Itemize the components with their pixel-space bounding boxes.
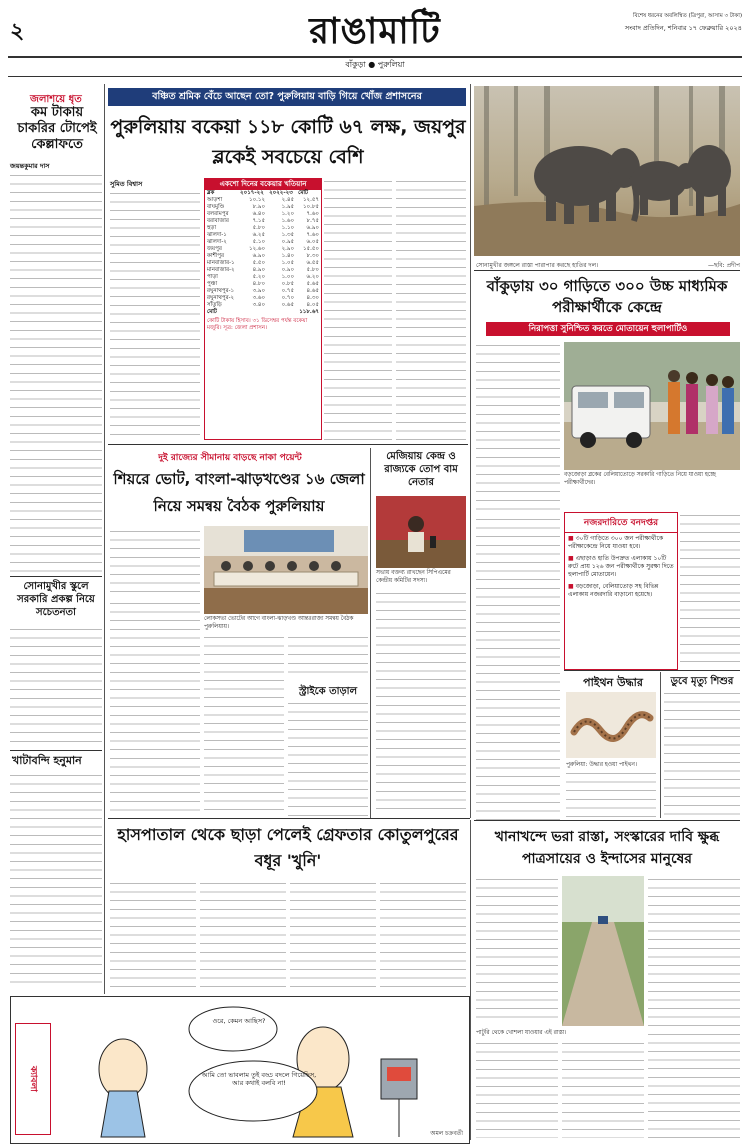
- dues-table-cell: আড়শা: [207, 197, 223, 203]
- exam-subhead: নিরাপত্তা সুনিশ্চিত করতে মোতায়েন হুলাপার্টিও: [486, 322, 730, 336]
- dues-table-cell: ০.৭৫: [281, 288, 295, 294]
- dues-table-row: [205, 309, 321, 316]
- dues-table-title: একশো দিনের বকেয়ার খতিয়ান: [205, 179, 321, 190]
- exam-body-col2: [680, 512, 740, 668]
- border-headline: শিয়রে ভোট, বাংলা-ঝাড়খণ্ডের ১৬ জেলা নিয়ে সমন্বয় বৈঠক পুরুলিয়ায়: [113, 470, 365, 515]
- dues-table-cell: ২.৯০: [281, 246, 295, 252]
- border-body-col4: [288, 634, 368, 678]
- lead-body-col3: [396, 178, 466, 440]
- dues-table-cell: ৬.০৫: [306, 239, 319, 245]
- left-headline-3: খাটাবন্দি হনুমান: [12, 754, 82, 767]
- exam-headline: বাঁকুড়ায় ৩০ গাড়িতে ৩০০ উচ্চ মাধ্যমিক পরীক্ষার্থীকে কেন্দ্রে: [486, 277, 728, 316]
- mejia-photo: [376, 496, 466, 568]
- dues-table-cell: পাড়া: [207, 274, 218, 280]
- border-body-col2: [110, 600, 200, 816]
- dues-table-cell: ৫.৫০: [252, 260, 266, 266]
- dues-table-cell: ১.০০: [281, 274, 295, 280]
- hospital-headline: হাসপাতাল থেকে ছাড়া পেলেই গ্রেফতার কোতুলপুরের বধূর 'খুনি': [117, 825, 459, 870]
- dues-table-cell: ১.৪০: [281, 253, 295, 259]
- dues-table-row: [205, 218, 321, 225]
- dues-table-cell: ৮.৯০: [252, 204, 266, 210]
- dues-table-row: [205, 274, 321, 281]
- dues-table-cell: ৩.৯০: [252, 288, 266, 294]
- dues-table-row: [205, 211, 321, 218]
- road-body-col4: [562, 1040, 644, 1138]
- watch-bullet-1: ■ ৩০টি গাড়িতে ৩০০ জন পরীক্ষার্থীকে পরীক্ষাকেন্দ্রে নিয়ে যাওয়া হবে।: [568, 535, 664, 550]
- mejia-photo-image: [376, 496, 466, 568]
- python-caption: পুরুলিয়া: উদ্ধার হওয়া পাইথন।: [566, 762, 637, 768]
- left-headline-1: কম টাকায় চাকরির টোপেই কেল্লাফতে: [17, 105, 97, 152]
- hospital-body-col2: [200, 880, 286, 990]
- dues-table-cell: ০.৬৫: [281, 302, 295, 308]
- road-caption: পাটুরি থেকে খোশলা যাওয়ার এই রাস্তা।: [476, 1030, 567, 1036]
- elephant-photo: [474, 86, 740, 256]
- edition-top: বিশেষ ধরনের অবলিম্বিত (ত্রিপুরা, আসাম ৩ টাকা): [633, 13, 742, 19]
- drown-body: [664, 690, 740, 818]
- dues-table-cell: সাঁতুড়ি: [207, 302, 222, 308]
- dues-table: [204, 178, 322, 440]
- left-kicker: জলাশয়ে ধৃত: [30, 94, 82, 105]
- dues-table-cell: ৮.৩০: [306, 253, 319, 259]
- dues-table-cell: [267, 309, 296, 316]
- exam-photo-caption: বড়জোড়া ব্লকের বেলিয়াতোড়ে সরকারি গাড়িতে নিয়ে যাওয়া হচ্ছে পরীক্ষার্থীদের।: [564, 472, 716, 486]
- dues-table-cell: ৭.৬০: [306, 211, 319, 217]
- dues-table-row: [205, 288, 321, 295]
- dues-table-cell: ৭.১৫: [252, 218, 266, 224]
- dues-table-cell: ১.১০: [281, 225, 295, 231]
- dues-table-row: [205, 260, 321, 267]
- dues-table-cell: ১.২০: [281, 211, 295, 217]
- strike-body: [288, 700, 368, 816]
- dues-table-row: [205, 239, 321, 246]
- mejia-box: [374, 448, 468, 818]
- dues-table-cell: ৬.৫৫: [306, 260, 319, 266]
- dues-table-grid: [205, 190, 321, 316]
- elephant-caption: সোনামুখীর জঙ্গলে রাস্তা পারাপার করছে হাতির দল।: [476, 262, 599, 269]
- mejia-body: [376, 590, 466, 816]
- left-headline-2: সোনামুখীর স্কুলে সরকারি প্রকল্প নিয়ে সচেতনতা: [17, 581, 95, 618]
- dues-table-cell: ০.৮৫: [281, 281, 295, 287]
- dues-table-cell: ১.৩৫: [281, 232, 295, 238]
- dues-table-cell: ১৫.৫০: [302, 246, 319, 252]
- dues-table-row: [205, 225, 321, 232]
- dues-table-cell: রঘুনাথপুর-১: [207, 288, 235, 294]
- dues-table-cell: ৪.০৫: [306, 302, 319, 308]
- dues-table-cell: ১.০৫: [281, 260, 295, 266]
- hospital-body-col1: [110, 880, 196, 990]
- dues-table-row: [205, 267, 321, 274]
- meeting-photo: [204, 526, 368, 614]
- dues-table-cell: ৪.৩০: [306, 295, 319, 301]
- dues-col-block: ব্লক: [207, 190, 215, 196]
- dues-table-cell: মোট: [207, 309, 217, 315]
- meeting-caption: লোকসভা ভোটের আগে বাংলা-ঝাড়খণ্ড আন্তঃরাজ্য সমন্বয় বৈঠক পুরুলিয়ায়।: [204, 616, 354, 630]
- left-body-2: [10, 626, 102, 746]
- elephant-photo-image: [474, 86, 740, 256]
- dues-table-cell: [238, 309, 267, 316]
- strike-headline: স্ট্রাইকে তাড়াল: [298, 686, 358, 697]
- road-photo-image: [562, 876, 644, 1026]
- dues-table-cell: বলরামপুর: [207, 211, 229, 217]
- dues-col-a: ২০১৭-২২: [240, 190, 264, 196]
- python-photo: [566, 692, 656, 758]
- dues-table-cell: জয়পুর: [207, 246, 222, 252]
- dues-table-cell: মানবাজার-২: [207, 267, 235, 273]
- dues-col-total: মোট: [298, 190, 308, 196]
- exam-photo: [564, 342, 740, 470]
- left-body-3: [10, 772, 102, 990]
- dues-table-cell: কাশীপুর: [207, 253, 225, 259]
- cartoon-bubble-2: আমি তো ভাবলাম তুই বড্ড বদলে গিয়েছিস, আর কথাই বলবি না!: [201, 1071, 317, 1087]
- dues-table-cell: বাঘমুণ্ডি: [207, 204, 225, 210]
- dues-table-row: [205, 204, 321, 211]
- dues-table-cell: ৬.২৫: [252, 232, 266, 238]
- dues-table-cell: ৫.১০: [252, 239, 266, 245]
- dues-table-cell: মানবাজার-১: [207, 260, 235, 266]
- border-kicker: দুই রাজ্যের সীমানায় বাড়ছে নাকা পয়েন্ট: [158, 453, 302, 463]
- dues-table-header: [205, 190, 321, 197]
- dues-table-cell: ঝালদা-১: [207, 232, 227, 238]
- cartoon-bubble-1: ওরে, কেমন আছিস?: [212, 1017, 266, 1025]
- watch-box: [564, 512, 678, 670]
- dues-table-cell: ৪.৬৫: [306, 288, 319, 294]
- dues-table-cell: ৬.৪০: [252, 211, 266, 217]
- dues-col-b: ২০২২-২৩: [269, 190, 293, 196]
- dues-table-cell: ৩.৪০: [252, 302, 266, 308]
- dues-table-note: কোটি টাকায় হিসাব। ৩১ ডিসেম্বর পর্যন্ত বকেয়া মজুরি। সূত্র: জেলা প্রশাসন।: [207, 318, 308, 331]
- edition-date: সংবাদ প্রতিদিন, শনিবার ১৭ ফেব্রুয়ারি ২০২৪: [624, 24, 742, 32]
- exam-body-col1: [476, 342, 560, 512]
- dues-table-cell: ১২.৫৭: [302, 197, 319, 203]
- mejia-caption: সভায় বক্তব্য রাখছেন সিপিএমের কেন্দ্রীয় কমিটির সদস্য।: [376, 570, 451, 584]
- cartoon-label: ক্যাবলা: [15, 1023, 51, 1135]
- dues-table-cell: বরাবাজার: [207, 218, 229, 224]
- dues-table-cell: ৪.৮০: [252, 281, 266, 287]
- dues-table-row: [205, 253, 321, 260]
- watch-box-title: নজরদারিতে বনদপ্তর: [565, 513, 677, 533]
- dues-table-cell: ১.৬০: [281, 218, 295, 224]
- dues-table-cell: ৫.২০: [252, 274, 266, 280]
- dues-table-row: [205, 295, 321, 302]
- dues-table-row: [205, 197, 321, 204]
- dues-table-cell: ৫.৮০: [252, 225, 266, 231]
- dues-table-cell: ২.৪৫: [281, 197, 295, 203]
- road-photo: [562, 876, 644, 1026]
- dues-table-cell: ১০.৮৫: [302, 204, 319, 210]
- dues-table-cell: ঝালদা-২: [207, 239, 227, 245]
- dues-table-cell: ১১৮.৬৭: [299, 309, 319, 315]
- lead-body-col2: [324, 178, 392, 440]
- road-body-col3: [476, 1040, 558, 1138]
- elephant-credit: —ছবি: প্রদীপ: [707, 262, 740, 269]
- dues-table-cell: ৪.৯০: [252, 267, 266, 273]
- hospital-body-col4: [380, 880, 466, 990]
- dues-table-cell: ১০.১২: [249, 197, 266, 203]
- mejia-headline: মেজিয়ায় কেন্দ্র ও রাজ্যকে তোপ বাম নেতার: [384, 451, 458, 488]
- masthead-rule: [8, 56, 742, 58]
- dues-table-cell: ৫.৮০: [306, 267, 319, 273]
- hospital-body-col3: [290, 880, 376, 990]
- meeting-photo-image: [204, 526, 368, 614]
- masthead-subtitle: বাঁকুড়া ● পুরুলিয়া: [345, 60, 405, 69]
- dues-table-cell: ৫.৬৫: [306, 281, 319, 287]
- masthead-title: রাঙামাটি: [309, 11, 441, 52]
- left-byline: জয়ন্তকুমার দাস: [10, 162, 50, 170]
- dues-table-row: [205, 246, 321, 253]
- python-photo-image: [566, 692, 656, 758]
- dues-table-cell: ৭.৬০: [306, 232, 319, 238]
- dues-table-cell: ৩.৬০: [252, 295, 266, 301]
- dues-table-cell: ৬.২০: [306, 274, 319, 280]
- python-headline: পাইথন উদ্ধার: [583, 676, 643, 689]
- exam-photo-image: [564, 342, 740, 470]
- border-body-col3: [204, 634, 284, 816]
- exam-body-col3: [476, 516, 560, 666]
- left-body-1: [10, 172, 102, 572]
- dues-table-cell: ১২.৬০: [249, 246, 266, 252]
- dues-table-cell: ৬.৯০: [252, 253, 266, 259]
- dues-table-row: [205, 232, 321, 239]
- lead-headline: পুরুলিয়ায় বকেয়া ১১৮ কোটি ৬৭ লক্ষ, জয়পুর ব্লকেই সবচেয়ে বেশি: [110, 116, 466, 168]
- road-body-col1: [476, 876, 558, 1022]
- dues-table-cell: ১.৯৫: [281, 204, 295, 210]
- road-body-col2: [648, 876, 740, 1138]
- python-body: [566, 770, 656, 820]
- dues-table-cell: পুঞ্চা: [207, 281, 218, 287]
- top-banner: বঞ্চিত শ্রমিক বেঁচে আছেন তো? পুরুলিয়ায় বাড়ি গিয়ে খোঁজ প্রশাসনের: [108, 88, 466, 106]
- border-body-col1: [110, 528, 200, 598]
- dues-table-cell: ০.৭০: [281, 295, 295, 301]
- dues-table-cell: ০.৯০: [281, 267, 295, 273]
- dues-table-cell: ০.৯৫: [281, 239, 295, 245]
- dues-table-cell: ৬.৯০: [306, 225, 319, 231]
- lead-body-col1: [110, 190, 200, 440]
- dues-table-cell: রঘুনাথপুর-২: [207, 295, 235, 301]
- lead-byline: সুমিত বিশ্বাস: [110, 180, 143, 188]
- watch-bullet-2: ■ এছাড়াও হাতি উপদ্রুত এলাকায় ১০টি রুটে প্রায় ১২৬ জন পরীক্ষার্থীকে সুরক্ষা দিতে হুলাপার্টি মোতায়েন।: [568, 555, 674, 578]
- watch-bullet-3: ■ বড়জোড়া, বেলিয়াতোড় সহ বিভিন্ন এলাকায় নজরদারি বাড়ানো হয়েছে।: [568, 583, 659, 598]
- dues-table-cell: ৮.৭৫: [306, 218, 319, 224]
- cartoon-credit: অমল চক্রবর্তী: [430, 1130, 463, 1137]
- drown-headline: ডুবে মৃত্যু শিশুর: [670, 676, 734, 687]
- masthead-rule-bottom: [8, 76, 742, 77]
- road-headline: খানাখন্দে ভরা রাস্তা, সংস্কারের দাবি ক্ষুব্ধ পাত্রসায়ের ও ইন্দাসের মানুষের: [494, 829, 720, 867]
- page-number: ২: [10, 19, 25, 44]
- cartoon-box: [10, 996, 470, 1144]
- exam-body-col4: [476, 670, 560, 820]
- dues-table-cell: হুড়া: [207, 225, 217, 231]
- dues-table-row: [205, 302, 321, 309]
- dues-table-row: [205, 281, 321, 288]
